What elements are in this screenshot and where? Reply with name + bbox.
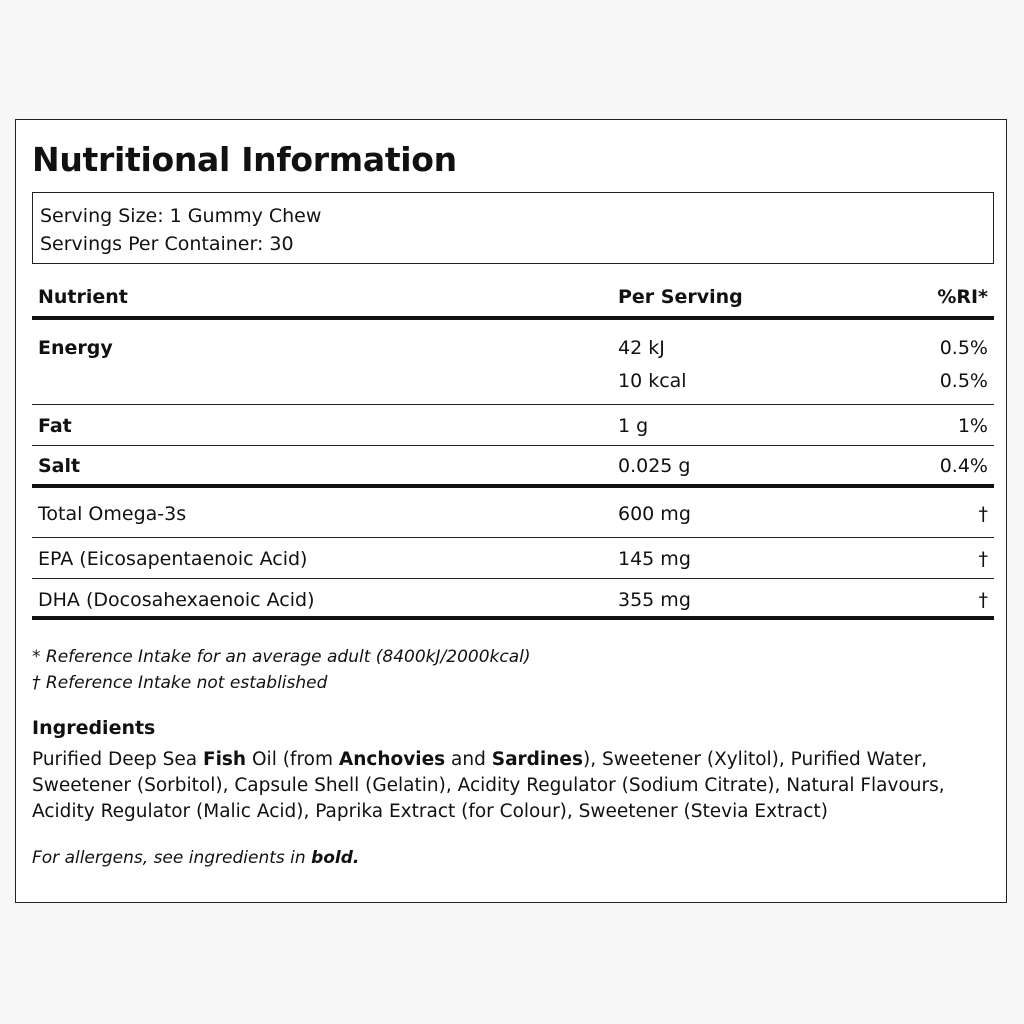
row-ri: 1%: [957, 415, 988, 437]
table-row-energy-kcal: [32, 360, 994, 405]
ingredients-segment: and: [445, 749, 492, 770]
allergen-note-bold: bold.: [311, 848, 360, 868]
allergen-note-text: For allergens, see ingredients in: [32, 848, 312, 868]
row-ri: 0.5%: [939, 337, 988, 359]
row-ri: 0.5%: [939, 370, 988, 392]
ingredients-text: [32, 747, 992, 825]
row-per-serving: 0.025 g: [618, 455, 691, 477]
panel-title: Nutritional Information: [32, 140, 457, 179]
row-per-serving: 355 mg: [618, 589, 691, 611]
row-ri: 0.4%: [939, 455, 988, 477]
row-ri: †: [978, 503, 988, 525]
ingredients-segment: Oil (from: [246, 749, 339, 770]
table-row-salt: [32, 446, 994, 488]
row-ri: †: [978, 548, 988, 570]
row-name: Energy: [38, 337, 113, 359]
dagger-footnote: † Reference Intake not established: [32, 673, 328, 693]
servings-per-container: Servings Per Container: 30: [40, 233, 294, 255]
allergen-sardines: Sardines: [491, 749, 583, 770]
row-name: DHA (Docosahexaenoic Acid): [38, 589, 315, 611]
table-row-dha: [32, 579, 994, 620]
table-header-row: [32, 276, 994, 320]
serving-info-box: [32, 192, 994, 264]
row-ri: †: [978, 589, 988, 611]
row-name: EPA (Eicosapentaenoic Acid): [38, 548, 308, 570]
footnotes: [32, 644, 531, 696]
row-per-serving: 42 kJ: [618, 337, 665, 359]
table-row-omega3: [32, 488, 994, 538]
ingredients-heading: Ingredients: [32, 717, 156, 739]
row-name: Total Omega-3s: [38, 503, 187, 525]
row-per-serving: 145 mg: [618, 548, 691, 570]
ingredients-segment: ), Sweetener (Xylitol), Purified Water, Sweetener (Sorbitol), Capsule Shell (Gelatin), Acidity Regulator (Sodium Citrate), Natural Flavours, Acidity Regulator (Malic Acid), Paprika Extract (for Colour), Sweetener (Stevia Extract): [32, 749, 945, 822]
allergen-note: [32, 845, 359, 871]
allergen-fish: Fish: [202, 749, 247, 770]
table-row-energy-kj: [32, 320, 994, 360]
row-per-serving: 10 kcal: [618, 370, 687, 392]
ri-footnote: * Reference Intake for an average adult (8400kJ/2000kcal): [32, 647, 531, 667]
row-name: Fat: [38, 415, 72, 437]
ingredients-segment: Purified Deep Sea: [32, 749, 203, 770]
table-row-epa: [32, 538, 994, 579]
nutrition-table: [32, 276, 994, 620]
nutrition-panel: [15, 119, 1007, 903]
row-per-serving: 1 g: [618, 415, 649, 437]
header-ri: %RI*: [937, 286, 988, 308]
table-row-fat: [32, 405, 994, 446]
header-nutrient: Nutrient: [38, 286, 128, 308]
row-name: Salt: [38, 455, 81, 477]
allergen-anchovies: Anchovies: [338, 749, 446, 770]
row-per-serving: 600 mg: [618, 503, 691, 525]
serving-size: Serving Size: 1 Gummy Chew: [40, 205, 322, 227]
header-per-serving: Per Serving: [618, 286, 743, 308]
